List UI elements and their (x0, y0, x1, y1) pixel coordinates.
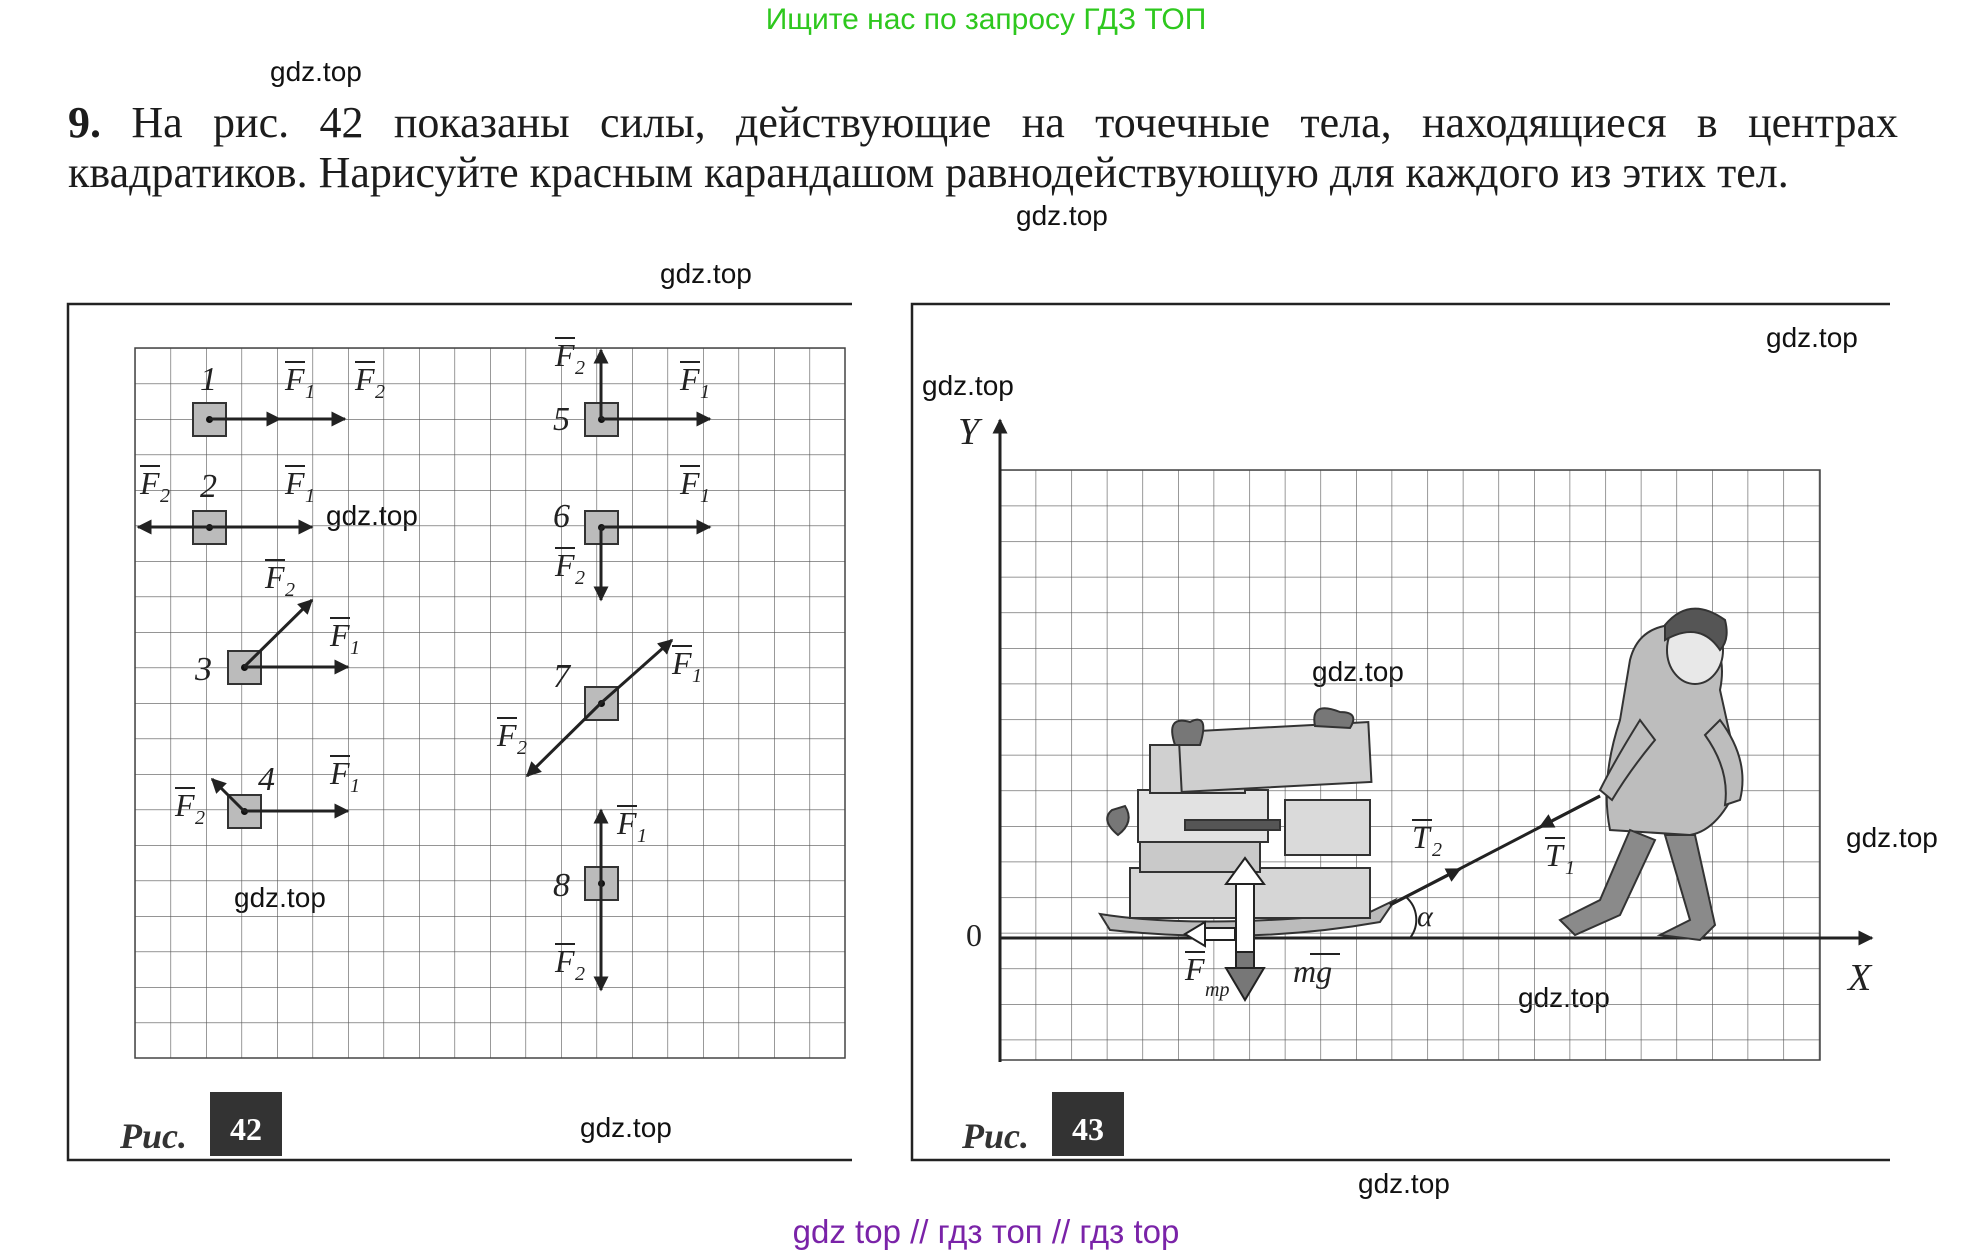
figure-42-number: 42 (230, 1111, 262, 1147)
watermark: gdz.top (660, 258, 752, 289)
body-label-4: 4 (258, 761, 275, 798)
svg-text:1: 1 (637, 825, 647, 847)
svg-text:F: F (285, 465, 305, 501)
watermark: gdz.top (580, 1112, 672, 1143)
svg-text:1: 1 (700, 381, 710, 403)
svg-text:2: 2 (160, 485, 170, 507)
svg-text:2: 2 (575, 357, 585, 379)
svg-text:F: F (617, 805, 637, 841)
watermark: gdz.top (1846, 822, 1938, 853)
svg-text:1: 1 (350, 637, 360, 659)
body-label-8: 8 (553, 867, 570, 904)
svg-text:F: F (672, 645, 692, 681)
label-alpha: α (1417, 900, 1433, 933)
origin-label: 0 (966, 917, 982, 953)
svg-text:F: F (555, 547, 575, 583)
svg-text:2: 2 (375, 381, 385, 403)
force-label (554, 337, 585, 379)
svg-text:2: 2 (1432, 839, 1442, 861)
y-axis-label: Y (958, 411, 980, 453)
svg-text:F: F (140, 465, 160, 501)
svg-text:2: 2 (575, 963, 585, 985)
svg-text:T: T (1412, 819, 1430, 855)
svg-text:2: 2 (517, 737, 527, 759)
svg-text:F: F (680, 465, 700, 501)
svg-text:F: F (555, 943, 575, 979)
body-label-7: 7 (553, 658, 570, 695)
svg-text:T: T (1545, 837, 1563, 873)
svg-text:2: 2 (575, 567, 585, 589)
svg-text:1: 1 (700, 485, 710, 507)
grid-42 (135, 348, 845, 1058)
task-body: На рис. 42 показаны силы, действующие на точечные тела, находящиеся в центрах квадратиков. Нарисуйте красным карандашом равнодействующую для каждого из этих тел. (68, 98, 1898, 197)
x-axis-label: X (1848, 957, 1872, 999)
body-label-5: 5 (553, 401, 570, 438)
svg-text:F: F (330, 755, 350, 791)
watermark: gdz.top (270, 56, 362, 87)
svg-text:F: F (497, 717, 517, 753)
figure-42 (68, 304, 852, 1160)
svg-text:1: 1 (305, 381, 315, 403)
watermark: gdz.top (1016, 200, 1108, 231)
figure-43-caption: Рис. (962, 1116, 1029, 1156)
svg-text:2: 2 (195, 807, 205, 829)
watermark: gdz.top (922, 370, 1014, 401)
svg-text:2: 2 (285, 579, 295, 601)
svg-text:F: F (265, 559, 285, 595)
body-label-3: 3 (195, 651, 212, 688)
svg-text:F: F (175, 787, 195, 823)
body-label-1: 1 (200, 361, 217, 398)
figure-42-caption: Рис. (120, 1116, 187, 1156)
svg-text:F: F (355, 361, 375, 397)
svg-text:F: F (285, 361, 305, 397)
svg-text:F: F (330, 617, 350, 653)
body-label-6: 6 (553, 498, 570, 535)
svg-text:mg: mg (1293, 953, 1333, 989)
watermark: gdz.top (1358, 1168, 1450, 1199)
svg-text:1: 1 (305, 485, 315, 507)
bottom-banner: gdz top // гдз топ // гдз top (792, 1213, 1180, 1250)
svg-text:1: 1 (1565, 857, 1575, 879)
svg-text:F: F (1185, 951, 1205, 987)
svg-text:F: F (680, 361, 700, 397)
watermark: gdz.top (1766, 322, 1858, 353)
figure-43-number: 43 (1072, 1111, 1104, 1147)
svg-text:тр: тр (1205, 979, 1230, 1001)
body-label-2: 2 (200, 468, 217, 505)
svg-text:1: 1 (692, 665, 702, 687)
svg-text:F: F (555, 337, 575, 373)
svg-text:1: 1 (350, 775, 360, 797)
task-number: 9. (68, 98, 101, 147)
top-banner: Ищите нас по запросу ГДЗ ТОП (765, 3, 1207, 36)
figure-43 (912, 304, 1890, 1160)
